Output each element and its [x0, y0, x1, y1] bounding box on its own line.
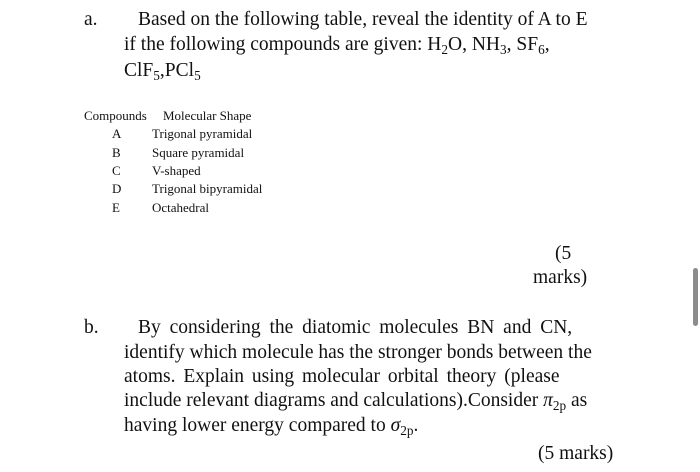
question-b-line3: atoms. Explain using molecular orbital theory (please — [124, 366, 560, 387]
question-a-label: a. — [84, 9, 98, 30]
vertical-scrollbar[interactable] — [693, 268, 698, 326]
question-a-line1: Based on the following table, reveal the identity of A to E — [138, 9, 588, 30]
compound-clf5: ClF$_5$ — [124, 60, 160, 84]
table-row-letter: C — [112, 163, 121, 178]
sigma-2p-symbol: $\sigma_{2p}$ — [390, 415, 414, 439]
question-b-line2: identify which molecule has the stronger bonds between the — [124, 342, 592, 363]
table-row-shape: Trigonal bipyramidal — [152, 181, 263, 196]
compound-pcl5: PCl$_5$ — [164, 60, 201, 84]
table-row-letter: E — [112, 200, 120, 215]
table-row-shape: V-shaped — [152, 163, 201, 178]
question-b-line1: By considering the diatomic molecules BN and CN, — [138, 317, 573, 338]
table-header-compounds: Compounds — [84, 108, 147, 123]
pi-2p-symbol: $\pi_{2p}$ — [543, 390, 567, 414]
table-row-shape: Square pyramidal — [152, 145, 245, 160]
question-b-marks: (5 marks) — [538, 443, 614, 464]
compound-nh3: $NH_3$ — [471, 34, 507, 58]
table-row-shape: Trigonal pyramidal — [152, 126, 253, 141]
table-row-letter: A — [112, 126, 122, 141]
question-a-marks-line2: marks) — [533, 267, 588, 288]
table-row-letter: D — [112, 181, 122, 196]
question-a-marks-line1: (5 — [555, 243, 572, 264]
question-b-line4: include relevant diagrams and calculations).Consider $\pi_{2p}$ as — [124, 390, 588, 414]
table-row-shape: Octahedral — [152, 200, 210, 215]
compound-sf6: $SF_6$ — [516, 34, 545, 58]
question-a-line2-prefix: if the following compounds are given: — [124, 34, 428, 55]
question-b-line5: having lower energy compared to $\sigma_{2p}$. — [124, 415, 419, 439]
table-header-shape: Molecular Shape — [163, 108, 252, 123]
question-a-line3: ClF$_5$,PCl$_5$ — [124, 60, 201, 84]
question-b-label: b. — [84, 317, 99, 338]
question-a-line2: if the following compounds are given: $H_2O$, $NH_3$, $SF_6$, — [124, 34, 550, 58]
compound-h2o: $H_2O$ — [427, 34, 463, 58]
table-row-letter: B — [112, 145, 121, 160]
